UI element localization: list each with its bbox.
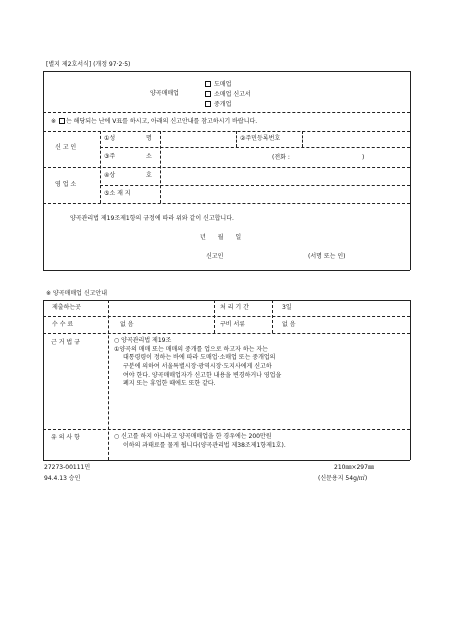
attach-label: 구비 서류 xyxy=(220,321,246,328)
signature-note: (서명 또는 인) xyxy=(308,253,346,260)
trade-name-label-2: 호 xyxy=(146,172,152,179)
date-line: 년 월 일 xyxy=(200,234,247,241)
location-input[interactable] xyxy=(161,186,409,202)
signer-label: 신고인 xyxy=(206,253,224,260)
form-number-header: [별지 제2호서식] (개정 97·2·5) xyxy=(46,61,131,68)
checkbox-icon xyxy=(205,81,211,87)
trade-name-label: ④상 xyxy=(104,172,116,179)
option-retail[interactable]: 소매업 신고서 xyxy=(205,91,251,98)
attach-value: 없 음 xyxy=(282,321,296,328)
basis-label: 근 거 법 규 xyxy=(51,339,80,346)
period-value: 3일 xyxy=(282,304,292,311)
fee-label: 수 수 료 xyxy=(52,321,74,328)
basis-text: ○ 양곡관리법 제19조 ①양곡의 매매 또는 매매의 중개를 업으로 하고자 하는 자는 대통령령이 정하는 바에 따라 도매업·소매업 또는 중개업의 구분에 의하여 서울특별시장·광역시장·도지사에게 신고하 여야 한다. 양곡매매업자가 신고한 내용을 변경하거나 영업을 폐지 또는 휴업한 때에도 또한 같다. xyxy=(114,337,282,388)
phone-input[interactable] xyxy=(300,150,358,164)
rrn-label: ②주민등록번호 xyxy=(240,135,281,142)
rrn-input[interactable] xyxy=(303,132,409,146)
address-input[interactable] xyxy=(161,148,271,166)
period-label: 처 리 기 간 xyxy=(220,304,249,311)
phone-label: (전화 : xyxy=(272,154,290,161)
declaration-text: 양곡관리법 제19조제1항의 규정에 따라 위와 같이 신고합니다. xyxy=(70,215,234,222)
form-title: 양곡매매업 xyxy=(150,90,179,97)
applicant-label: 신 고 인 xyxy=(55,144,77,151)
docs-label: 제출하는곳 xyxy=(52,304,81,311)
location-label: ⑤소 재 지 xyxy=(104,190,131,197)
instruction-text: ※ 는 해당되는 난에 V표를 하시고, 아래의 신고안내를 참고하시기 바랍니다. xyxy=(51,118,258,125)
address-label-2: 소 xyxy=(146,153,152,160)
paper-size: 210㎜×297㎜ xyxy=(334,464,374,471)
option-wholesale[interactable]: 도매업 xyxy=(205,81,231,88)
note-label: 유 의 사 항 xyxy=(51,434,80,441)
name-input[interactable] xyxy=(161,132,235,146)
name-label: ①성 xyxy=(104,135,116,142)
address-label: ③주 xyxy=(104,153,116,160)
approval-date: 94.4.13 승인 xyxy=(44,475,81,482)
fee-value: 없 음 xyxy=(120,321,134,328)
checkbox-icon xyxy=(59,118,65,124)
business-label: 영 업 소 xyxy=(55,181,77,188)
option-brokerage[interactable]: 중개업 xyxy=(205,101,231,108)
trade-name-input[interactable] xyxy=(161,168,409,184)
paper-type: (신문용지 54g/㎡) xyxy=(318,475,368,482)
checkbox-icon xyxy=(205,101,211,107)
phone-close: ) xyxy=(362,154,365,161)
checkbox-icon xyxy=(205,91,211,97)
name-label-2: 명 xyxy=(146,135,152,142)
note-text: ○ 신고를 하지 아니하고 양곡매매업을 한 경우에는 200만원 이하의 과태료를 물게 됩니다(양곡관리법 제38조제1항제1호). xyxy=(114,433,286,449)
guide-title: ※ 양곡매매업 신고안내 xyxy=(46,290,108,297)
form-code: 27273-00111민 xyxy=(44,464,91,471)
